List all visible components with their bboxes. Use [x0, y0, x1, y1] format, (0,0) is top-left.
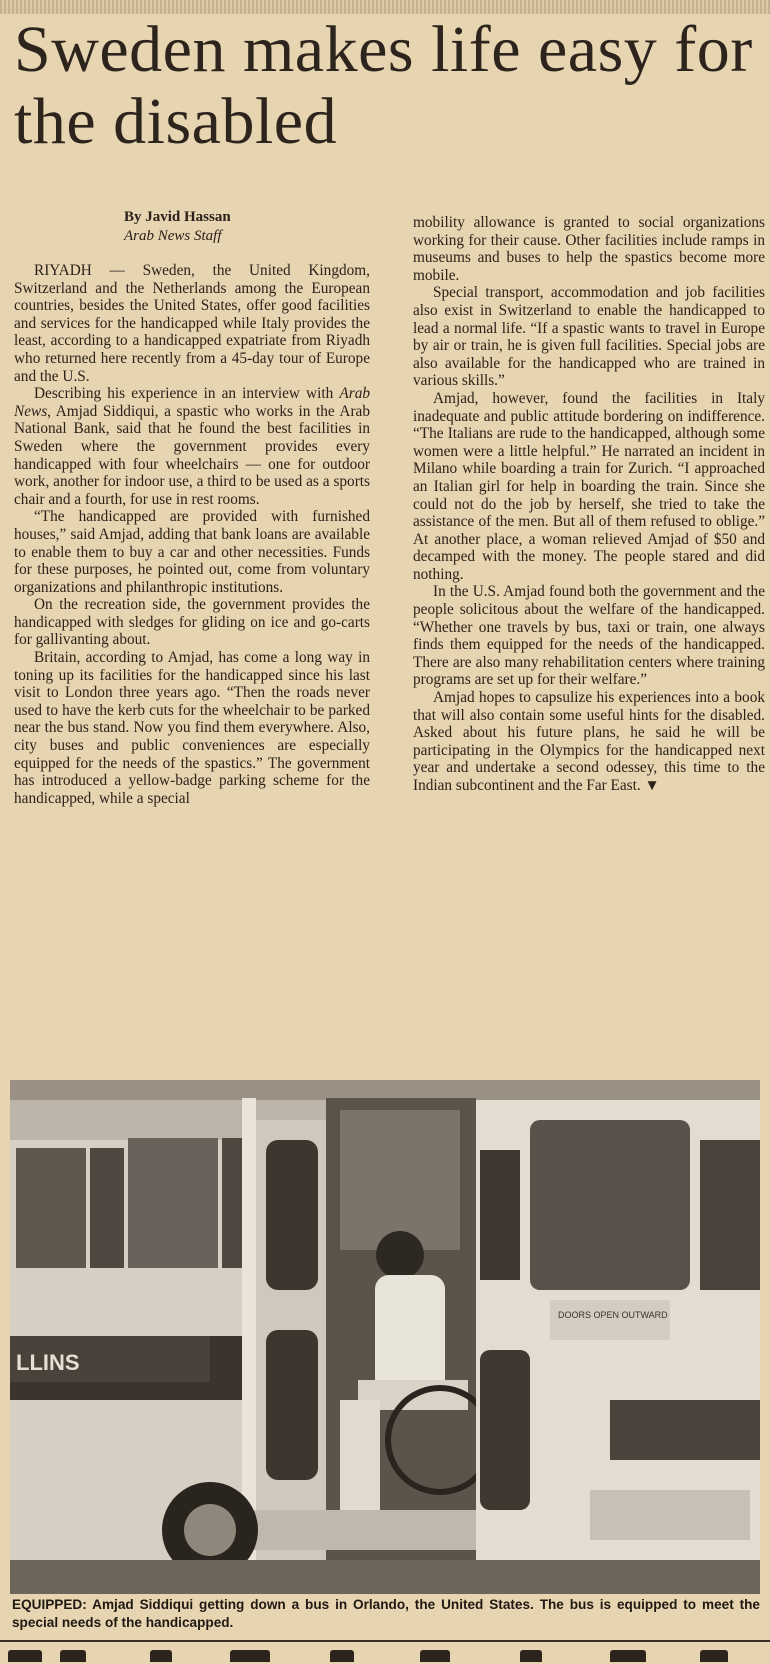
paragraph: “The handicapped are provided with furnished houses,” said Amjad, adding that bank loans are available to enable them to buy a car and other necessities. Funds for these purposes, he pointed out, come from voluntary organizations and philanthropic institutions.: [14, 508, 370, 596]
door-sign: DOORS OPEN OUTWARD: [558, 1310, 668, 1320]
paragraph: Amjad hopes to capsulize his experiences into a book that will also contain some useful hints for the disabled. Asked about his future plans, he said he will be participating in the Olympics for the handicapped next year and undertake a second odessey, this time to the Indian subcontinent and the Far East. ▼: [413, 689, 765, 794]
bus-side-text: LLINS: [16, 1350, 80, 1375]
top-border: [0, 0, 770, 14]
paragraph: Special transport, accommodation and job facilities also exist in Switzerland to enable the handicapped to lead a normal life. “If a spastic wants to travel in Europe by air or train, he is given full facilities. Special jobs are also available for the handicapped who are trained in various skills.”: [413, 284, 765, 390]
next-article-headline-fragment: [0, 1646, 770, 1662]
headline: Sweden makes life easy for the disabled: [14, 13, 753, 158]
publication-name: Arab News: [14, 385, 370, 420]
paragraph: On the recreation side, the government provides the handicapped with sledges for gliding on ice and go-carts for gallivanting about.: [14, 596, 370, 649]
paragraph: Britain, according to Amjad, has come a long way in toning up its facilities for the handicapped since his last visit to London three years ago. “Then the roads never used to have the kerb cuts for the wheelchair to be parked near the bus stand. Now you find them everywhere. Also, city buses and public conveniences are especially equipped for the needs of the spastics.” The government has introduced a yellow-badge parking scheme for the handicapped, while a special: [14, 649, 370, 807]
article-column-2: [413, 214, 765, 795]
paragraph: In the U.S. Amjad found both the government and the people solicitous about the welfare of the handicapped. “Whether one travels by bus, taxi or train, one always finds them equipped for the needs of the handicapped. There are also many rehabilitation centers where training programs are set up for their welfare.”: [413, 583, 765, 689]
bus-photo: [10, 1080, 760, 1594]
paragraph: RIYADH — Sweden, the United Kingdom, Switzerland and the Netherlands among the European countries, besides the United States, offer good facilities and services for the handicapped while Italy provides the least, according to a handicapped expatriate from Riyadh who returned here recently from a 45-day tour of Europe and the U.S.: [14, 262, 370, 385]
paragraph: Describing his experience in an interview with Arab News, Amjad Siddiqui, a spastic who works in the Arab National Bank, said that he found the best facilities in Sweden where the government provides every handicapped with four wheelchairs — one for outdoor work, another for indoor use, a third to be used as a sports chair and a fourth, for use in rest rooms.: [14, 385, 370, 508]
byline: [124, 208, 231, 246]
bus-illustration: [10, 1080, 760, 1594]
paragraph: Amjad, however, found the facilities in Italy inadequate and public attitude bordering on indifference. “The Italians are rude to the handicapped, although some women were a little helpful.” He narrated an incident in Milano while boarding a train for Zurich. “I approached an Italian girl for help in boarding the train. Since she could not do the job by herself, she tried to take the assistance of the men. But all of them refused to oblige.” At another place, a woman relieved Amjad of $50 and decamped with the money. The people stared and did nothing.: [413, 389, 765, 583]
paragraph: mobility allowance is granted to social organizations working for their cause. Other facilities include ramps in museums and buses to help the spastics become more mobile.: [413, 214, 765, 284]
article-column-1: [14, 262, 370, 807]
byline-author: By Javid Hassan: [124, 209, 231, 225]
byline-staff: Arab News Staff: [124, 228, 222, 244]
end-mark: ▼: [644, 777, 660, 794]
photo-caption: EQUIPPED: Amjad Siddiqui getting down a bus in Orlando, the United States. The bus is equipped to meet the special needs of the handicapped.: [12, 1597, 760, 1630]
